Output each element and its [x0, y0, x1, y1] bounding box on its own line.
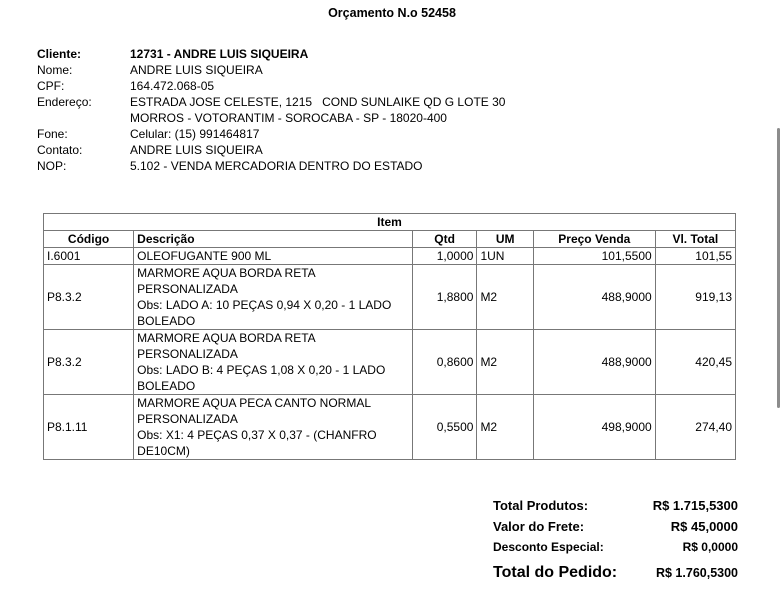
address-line2: MORROS - VOTORANTIM - SOROCABA - SP - 18020-400: [130, 111, 447, 125]
name-label: Nome:: [37, 63, 73, 77]
frete-label: Valor do Frete:: [493, 519, 585, 534]
item-code: P8.3.2: [44, 265, 134, 330]
total-pedido-label: Total do Pedido:: [493, 564, 618, 581]
item-total: 919,13: [655, 265, 735, 330]
item-um: M2: [477, 265, 534, 330]
item-total: 101,55: [655, 248, 735, 265]
item-description-cell: [134, 330, 413, 395]
item-preco: 488,9000: [533, 330, 655, 395]
header-descricao: Descrição: [134, 231, 413, 248]
desconto-value: R$ 0,0000: [682, 540, 738, 554]
item-um: M2: [477, 330, 534, 395]
desconto-label: Desconto Especial:: [493, 540, 604, 554]
header-codigo: Código: [44, 231, 134, 248]
item-um: M2: [477, 395, 534, 460]
total-produtos-label: Total Produtos:: [493, 498, 589, 513]
item-code: P8.1.11: [44, 395, 134, 460]
item-obs: Obs: X1: 4 PEÇAS 0,37 X 0,37 - (CHANFRO DE10CM): [137, 428, 377, 458]
name-value: ANDRE LUIS SIQUEIRA: [130, 63, 263, 77]
item-description-cell: [134, 395, 413, 460]
cpf-label: CPF:: [37, 79, 65, 93]
contact-label: Contato:: [37, 143, 83, 157]
item-qtd: 0,5500: [412, 395, 477, 460]
total-pedido-value: R$ 1.760,5300: [655, 566, 738, 580]
document-title: Orçamento N.o 52458: [328, 6, 456, 20]
item-description: OLEOFUGANTE 900 ML: [134, 248, 413, 265]
client-value: 12731 - ANDRE LUIS SIQUEIRA: [130, 47, 309, 61]
item-preco: 101,5500: [533, 248, 655, 265]
phone-value: Celular: (15) 991464817: [130, 127, 260, 141]
total-produtos-row: [493, 495, 738, 516]
item-preco: 488,9000: [533, 265, 655, 330]
item-description: MARMORE AQUA PECA CANTO NORMAL PERSONALIZADA: [137, 396, 371, 426]
nop-label: NOP:: [37, 159, 67, 173]
address-label: Endereço:: [37, 95, 92, 109]
item-preco: 498,9000: [533, 395, 655, 460]
item-um: 1UN: [477, 248, 534, 265]
item-description: MARMORE AQUA BORDA RETA PERSONALIZADA: [137, 331, 315, 361]
phone-label: Fone:: [37, 127, 68, 141]
contact-value: ANDRE LUIS SIQUEIRA: [130, 143, 263, 157]
item-obs: Obs: LADO A: 10 PEÇAS 0,94 X 0,20 - 1 LADO BOLEADO: [137, 298, 392, 328]
totals-block: [493, 495, 738, 588]
header-um: UM: [477, 231, 534, 248]
item-code: P8.3.2: [44, 330, 134, 395]
table-caption: Item: [44, 214, 736, 231]
item-qtd: 0,8600: [412, 330, 477, 395]
table-header-row: [44, 231, 736, 248]
total-pedido-row: [493, 558, 738, 588]
table-row: [44, 265, 736, 330]
header-qtd: Qtd: [412, 231, 477, 248]
item-total: 274,40: [655, 395, 735, 460]
frete-row: [493, 516, 738, 537]
item-qtd: 1,8800: [412, 265, 477, 330]
cpf-value: 164.472.068-05: [130, 79, 215, 93]
header-total: Vl. Total: [655, 231, 735, 248]
item-qtd: 1,0000: [412, 248, 477, 265]
item-description: MARMORE AQUA BORDA RETA PERSONALIZADA: [137, 266, 315, 296]
table-row: [44, 395, 736, 460]
vertical-scrollbar[interactable]: [777, 128, 780, 408]
item-total: 420,45: [655, 330, 735, 395]
table-row: [44, 330, 736, 395]
item-description-cell: [134, 265, 413, 330]
items-table: [43, 213, 736, 460]
desconto-row: [493, 537, 738, 558]
nop-value: 5.102 - VENDA MERCADORIA DENTRO DO ESTADO: [130, 159, 423, 173]
item-obs: Obs: LADO B: 4 PEÇAS 1,08 X 0,20 - 1 LADO BOLEADO: [137, 363, 386, 393]
frete-value: R$ 45,0000: [670, 519, 738, 534]
total-produtos-value: R$ 1.715,5300: [652, 498, 738, 513]
item-code: I.6001: [44, 248, 134, 265]
client-label: Cliente:: [37, 47, 82, 61]
header-preco: Preço Venda: [533, 231, 655, 248]
table-row: [44, 248, 736, 265]
address-line1: ESTRADA JOSE CELESTE, 1215 COND SUNLAIKE QD G LOTE 30: [130, 95, 506, 109]
table-caption-row: [44, 214, 736, 231]
